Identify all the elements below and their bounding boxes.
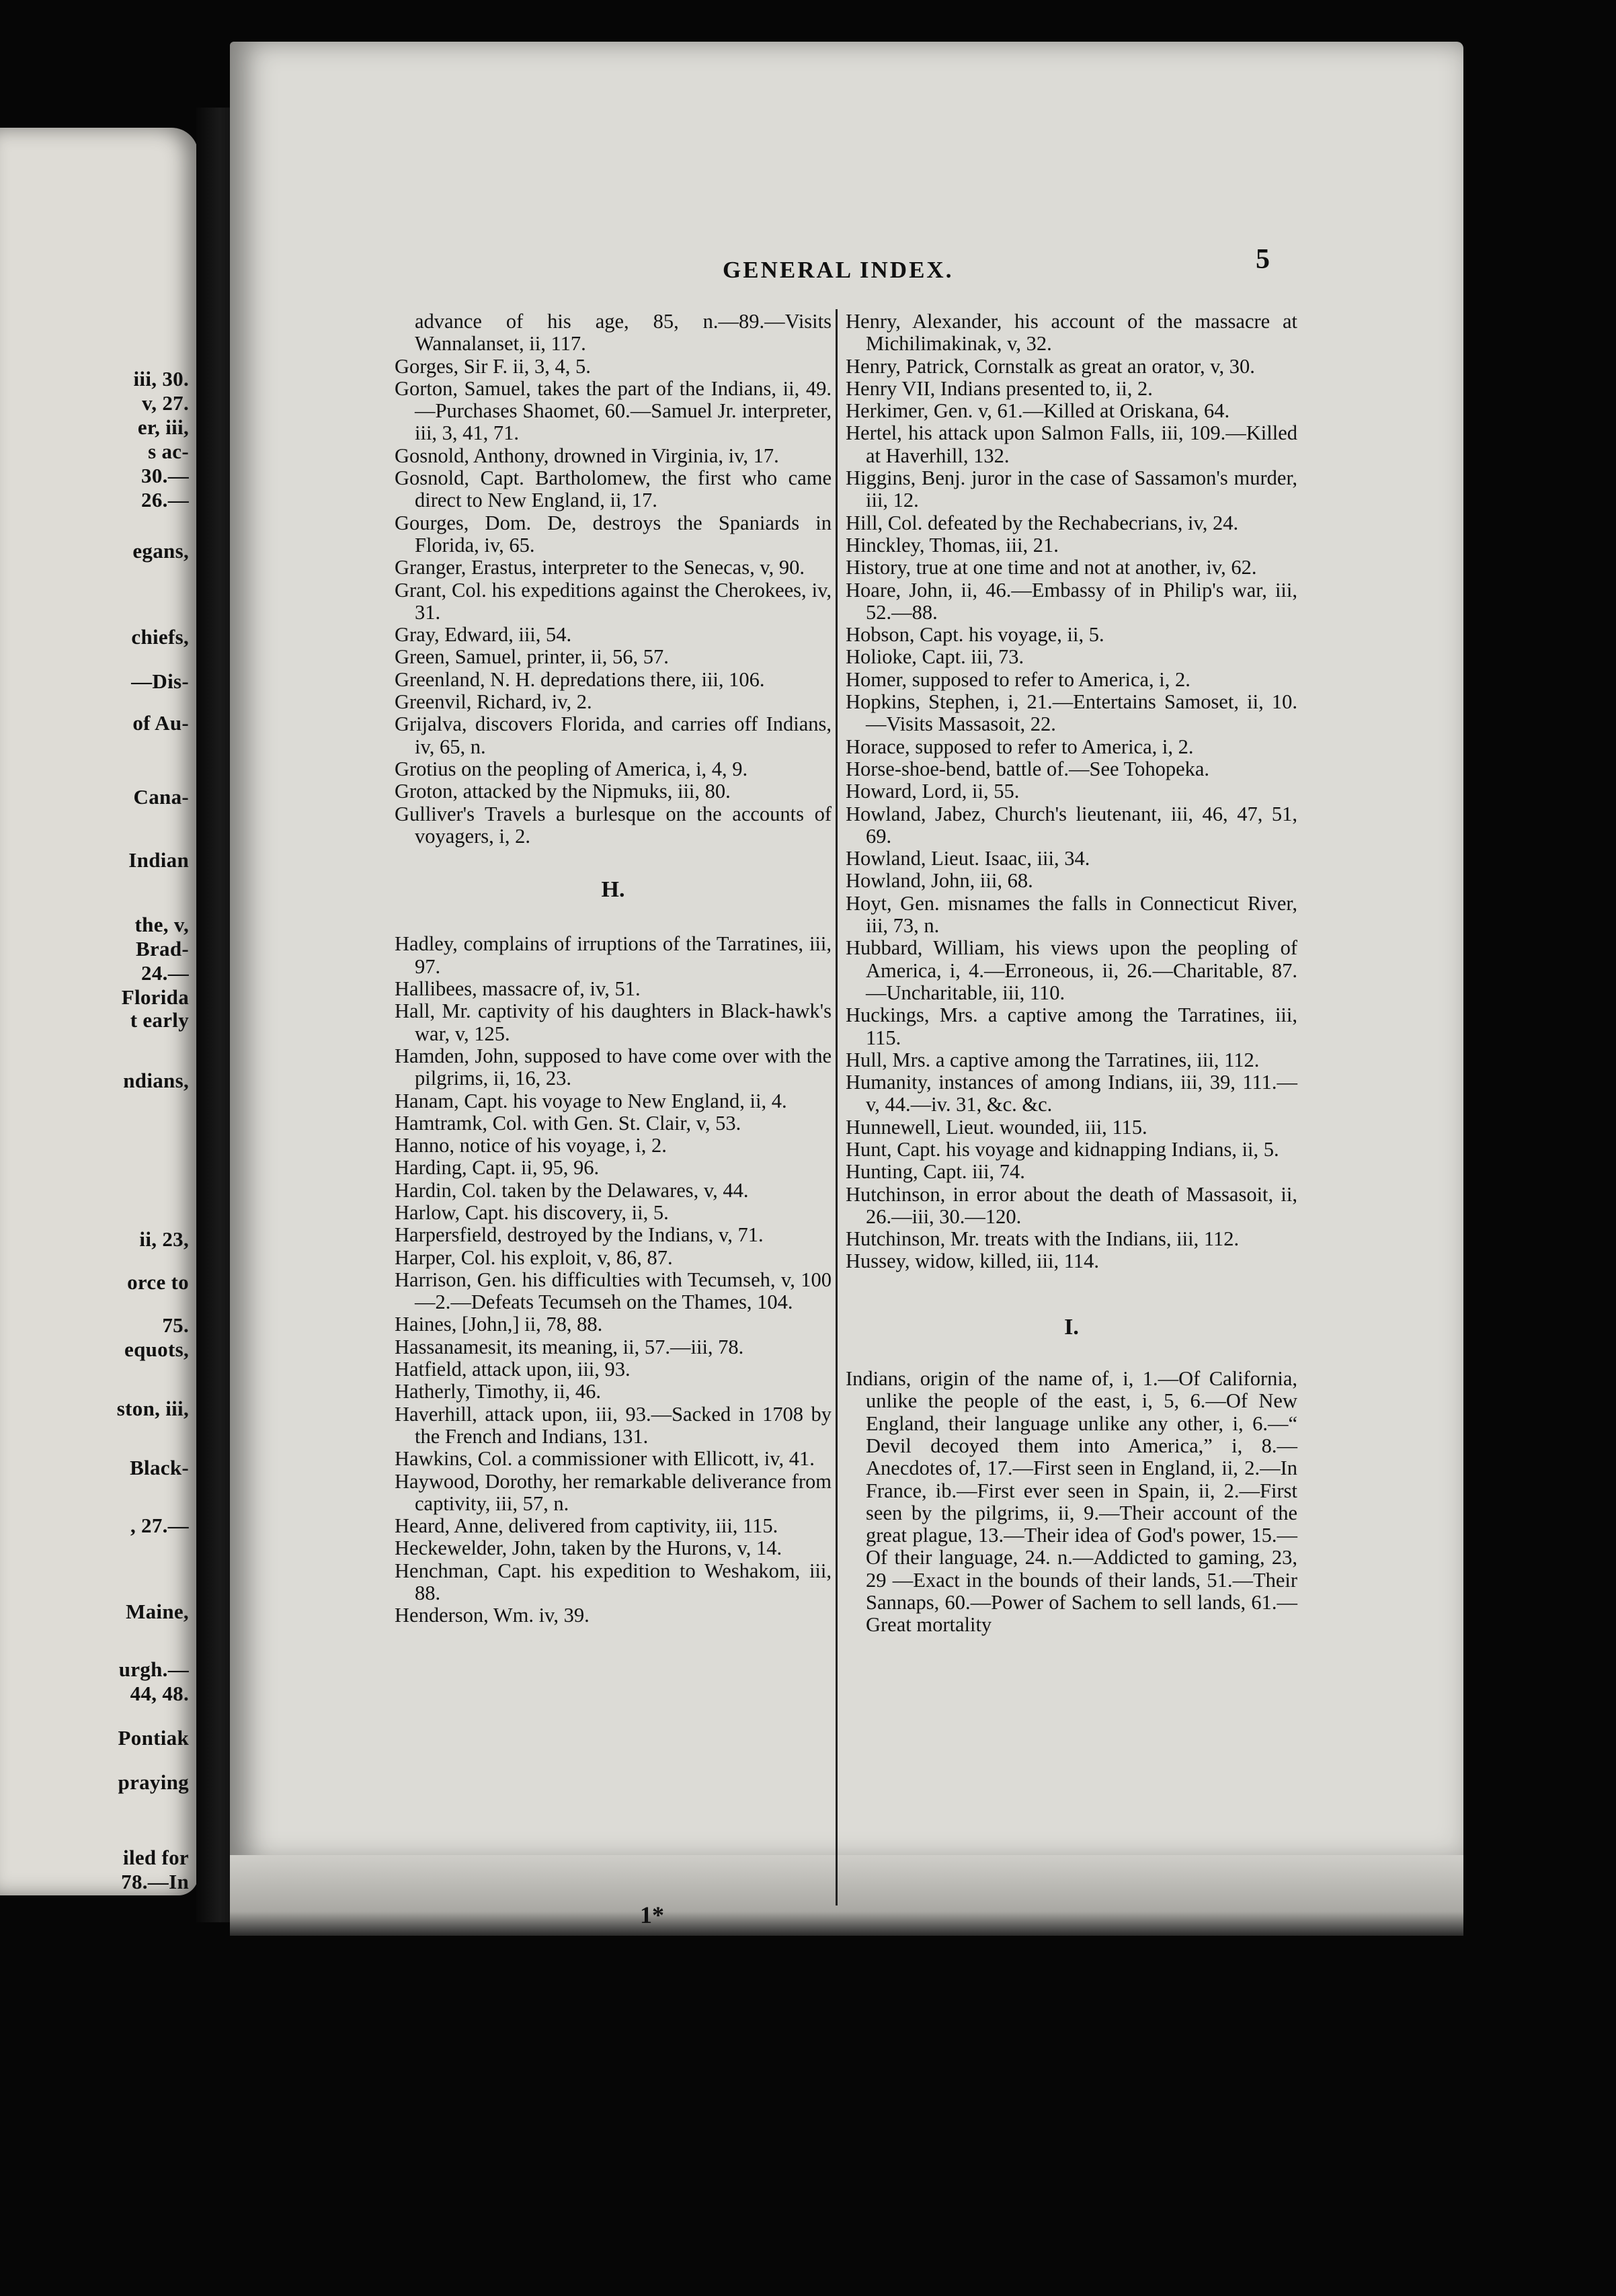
section-letter-h: H.: [601, 877, 625, 903]
index-entry: Hobson, Capt. his voyage, ii, 5.: [846, 623, 1104, 647]
index-entry: Hardin, Col. taken by the Delawares, v, 44.: [395, 1178, 749, 1202]
index-entry: Heard, Anne, delivered from captivity, iii, 115.: [395, 1514, 778, 1538]
index-entry: Gosnold, Capt. Bartholomew, the first who came direct to New England, ii, 17.: [395, 466, 832, 512]
index-entry: Hatfield, attack upon, iii, 93.: [395, 1358, 631, 1381]
fragment-line: 24.—: [141, 961, 189, 985]
index-entry: Huckings, Mrs. a captive among the Tarratines, iii, 115.: [846, 1003, 1297, 1049]
index-entry: Hoyt, Gen. misnames the falls in Connecticut River, iii, 73, n.: [846, 891, 1297, 938]
fragment-line: Cana-: [133, 785, 189, 809]
index-column-right: [846, 311, 1297, 1637]
index-entry: Howland, Jabez, Church's lieutenant, iii, 46, 47, 51, 69.: [846, 802, 1297, 848]
fragment-line: Pontiak: [118, 1726, 189, 1750]
index-entry: Hull, Mrs. a captive among the Tarratines, iii, 112.: [846, 1048, 1260, 1071]
fragment-line: Florida: [121, 985, 189, 1009]
fragment-line: orce to: [127, 1270, 189, 1294]
index-entry: Henry, Patrick, Cornstalk as great an orator, v, 30.: [846, 354, 1255, 378]
index-entry: Green, Samuel, printer, ii, 56, 57.: [395, 645, 669, 669]
index-entry: Granger, Erastus, interpreter to the Senecas, v, 90.: [395, 556, 805, 579]
index-entry: Hopkins, Stephen, i, 21.—Entertains Samoset, ii, 10.—Visits Massasoit, 22.: [846, 690, 1297, 736]
fragment-line: , 27.—: [130, 1514, 189, 1537]
index-entry: Hill, Col. defeated by the Rechabecrians, iv, 24.: [846, 511, 1239, 534]
index-entry: Hatherly, Timothy, ii, 46.: [395, 1380, 601, 1403]
page-number: 5: [1256, 244, 1270, 275]
running-head: GENERAL INDEX.: [723, 257, 954, 283]
index-entry: Holioke, Capt. iii, 73.: [846, 645, 1024, 669]
fragment-line: Black-: [130, 1456, 189, 1479]
index-entry: Hamtramk, Col. with Gen. St. Clair, v, 53.: [395, 1111, 741, 1135]
index-entry: Howard, Lord, ii, 55.: [846, 780, 1020, 803]
index-entry: Grijalva, discovers Florida, and carries off Indians, iv, 65, n.: [395, 712, 832, 758]
index-entry: Hutchinson, Mr. treats with the Indians, iii, 112.: [846, 1227, 1240, 1251]
fragment-line: 78.—In: [121, 1870, 189, 1893]
index-entry: Haverhill, attack upon, iii, 93.—Sacked in 1708 by the French and Indians, 131.: [395, 1402, 832, 1448]
fragment-line: Indian: [128, 848, 189, 872]
fragment-line: iled for: [123, 1846, 189, 1869]
index-entry: Howland, Lieut. Isaac, iii, 34.: [846, 847, 1090, 870]
fragment-line: t early: [130, 1008, 189, 1032]
index-entry: Henchman, Capt. his expedition to Weshakom, iii, 88.: [395, 1559, 832, 1605]
index-entry: Hunnewell, Lieut. wounded, iii, 115.: [846, 1115, 1147, 1139]
index-entry: Hunt, Capt. his voyage and kidnapping Indians, ii, 5.: [846, 1137, 1279, 1161]
fragment-line: v, 27.: [142, 391, 189, 415]
index-entry: Hoare, John, ii, 46.—Embassy of in Philip's war, iii, 52.—88.: [846, 578, 1297, 624]
index-entry: Gulliver's Travels a burlesque on the accounts of voyagers, i, 2.: [395, 802, 832, 848]
index-entry: Hinckley, Thomas, iii, 21.: [846, 533, 1059, 557]
fragment-line: 75.: [162, 1313, 189, 1337]
index-entry: Howland, John, iii, 68.: [846, 869, 1033, 893]
index-entry: Hanno, notice of his voyage, i, 2.: [395, 1134, 667, 1157]
index-entry: Harlow, Capt. his discovery, ii, 5.: [395, 1200, 669, 1224]
index-entry: Horse-shoe-bend, battle of.—See Tohopeka.: [846, 757, 1210, 780]
index-entry: Homer, supposed to refer to America, i, 2.: [846, 667, 1190, 691]
index-entry: Harper, Col. his exploit, v, 86, 87.: [395, 1245, 673, 1269]
index-entry: Henderson, Wm. iv, 39.: [395, 1604, 590, 1627]
index-entry: Harrison, Gen. his difficulties with Tecumseh, v, 100—2.—Defeats Tecumseh on the Thames, 104.: [395, 1268, 832, 1314]
fragment-line: 30.—: [141, 464, 189, 487]
index-entry: Higgins, Benj. juror in the case of Sassamon's murder, iii, 12.: [846, 466, 1297, 512]
fragment-line: ston, iii,: [116, 1397, 189, 1420]
index-entry: Humanity, instances of among Indians, iii, 39, 111.—v, 44.—iv. 31, &c. &c.: [846, 1071, 1297, 1116]
index-entry: Gorges, Sir F. ii, 3, 4, 5.: [395, 354, 591, 378]
fragment-line: urgh.—: [118, 1657, 189, 1681]
fragment-line: the, v,: [134, 913, 189, 936]
fragment-line: Brad-: [136, 937, 189, 960]
index-entry: Gosnold, Anthony, drowned in Virginia, iv, 17.: [395, 444, 779, 467]
fragment-line: equots,: [124, 1338, 189, 1361]
fragment-line: ndians,: [123, 1069, 189, 1092]
index-entry: Gorton, Samuel, takes the part of the Indians, ii, 49.—Purchases Shaomet, 60.—Samuel Jr. interpreter, iii, 3, 41, 71.: [395, 376, 832, 445]
fragment-line: praying: [118, 1770, 189, 1794]
index-entry: Hussey, widow, killed, iii, 114.: [846, 1249, 1099, 1273]
index-entry: Hanam, Capt. his voyage to New England, ii, 4.: [395, 1089, 787, 1112]
index-entry: Harpersfield, destroyed by the Indians, v, 71.: [395, 1223, 764, 1247]
column-rule: [836, 309, 838, 1905]
index-entry: Hutchinson, in error about the death of Massasoit, ii, 26.—iii, 30.—120.: [846, 1182, 1297, 1228]
index-entry: Herkimer, Gen. v, 61.—Killed at Oriskana, 64.: [846, 399, 1230, 423]
index-entry: Grant, Col. his expeditions against the Cherokees, iv, 31.: [395, 578, 832, 624]
section-letter-i: I.: [1064, 1314, 1079, 1340]
fragment-line: er, iii,: [137, 415, 189, 439]
fragment-line: chiefs,: [131, 625, 189, 649]
index-entry: Gray, Edward, iii, 54.: [395, 623, 572, 647]
fragment-line: ii, 23,: [139, 1227, 189, 1251]
index-entry: Groton, attacked by the Nipmuks, iii, 80.: [395, 780, 731, 803]
index-entry: Hubbard, William, his views upon the peopling of America, i, 4.—Erroneous, ii, 26.—Charitable, 87.—Uncharitable, iii, 110.: [846, 936, 1297, 1004]
fragment-line: of Au-: [132, 711, 189, 735]
index-entry: Hamden, John, supposed to have come over with the pilgrims, ii, 16, 23.: [395, 1044, 832, 1090]
index-entry: Hallibees, massacre of, iv, 51.: [395, 977, 641, 1001]
index-entry: Gourges, Dom. De, destroys the Spaniards in Florida, iv, 65.: [395, 511, 832, 557]
index-entry: Henry, Alexander, his account of the massacre at Michilimakinak, v, 32.: [846, 310, 1297, 356]
index-entry: History, true at one time and not at another, iv, 62.: [846, 556, 1257, 579]
index-entry: Hassanamesit, its meaning, ii, 57.—iii, 78.: [395, 1335, 744, 1358]
fragment-line: s ac-: [148, 440, 189, 463]
fragment-line: 26.—: [141, 488, 189, 511]
index-entry: Hawkins, Col. a commissioner with Ellicott, iv, 41.: [395, 1447, 815, 1471]
index-column-left: [395, 311, 832, 1627]
index-entry: Hadley, complains of irruptions of the Tarratines, iii, 97.: [395, 932, 832, 978]
index-entry: Hunting, Capt. iii, 74.: [846, 1160, 1025, 1184]
index-entry: Greenvil, Richard, iv, 2.: [395, 690, 592, 714]
index-entry: Heckewelder, John, taken by the Hurons, v, 14.: [395, 1536, 782, 1560]
fragment-line: Maine,: [126, 1600, 189, 1623]
index-entry: Haywood, Dorothy, her remarkable deliverance from captivity, iii, 57, n.: [395, 1469, 832, 1515]
index-entry: Hertel, his attack upon Salmon Falls, iii, 109.—Killed at Haverhill, 132.: [846, 421, 1297, 467]
index-entry: Henry VII, Indians presented to, ii, 2.: [846, 376, 1153, 400]
page-edge: [230, 1855, 1463, 1936]
index-entry: Horace, supposed to refer to America, i, 2.: [846, 735, 1194, 758]
previous-page-fragment: [0, 128, 198, 1895]
index-entry: advance of his age, 85, n.—89.—Visits Wannalanset, ii, 117.: [415, 310, 832, 356]
index-entry: Grotius on the peopling of America, i, 4, 9.: [395, 757, 748, 780]
index-entry: Greenland, N. H. depredations there, iii, 106.: [395, 667, 765, 691]
fragment-line: egans,: [132, 539, 189, 563]
signature-mark: 1*: [640, 1901, 664, 1928]
fragment-line: 44, 48.: [130, 1682, 189, 1705]
fragment-line: iii, 30.: [133, 367, 189, 391]
index-entry: Harding, Capt. ii, 95, 96.: [395, 1156, 600, 1180]
index-entry: Hall, Mr. captivity of his daughters in Black-hawk's war, v, 125.: [395, 999, 832, 1045]
fragment-line: —Dis-: [131, 669, 189, 693]
index-entry: Indians, origin of the name of, i, 1.—Of California, unlike the people of the east, i, 5, 6.—Of New England, their language unlike any other, i, 6.—“ Devil decoyed them into America,” i, 8.—Anecdotes of, 17.—First seen in England, ii, 2.—In France, ib.—First ever seen in Spain, ii, 2.—First seen by the pilgrims, ii, 9.—Their account of the great plague, 13.—Their idea of God's power, 15.—Of their language, 24. n.—Addicted to gaming, 23, 29 —Exact in the bounds of their lands, 51.—Their Sannaps, 60.—Power of Sachem to sell lands, 61.—Great mortality: [846, 1367, 1297, 1637]
index-entry: Haines, [John,] ii, 78, 88.: [395, 1313, 603, 1336]
